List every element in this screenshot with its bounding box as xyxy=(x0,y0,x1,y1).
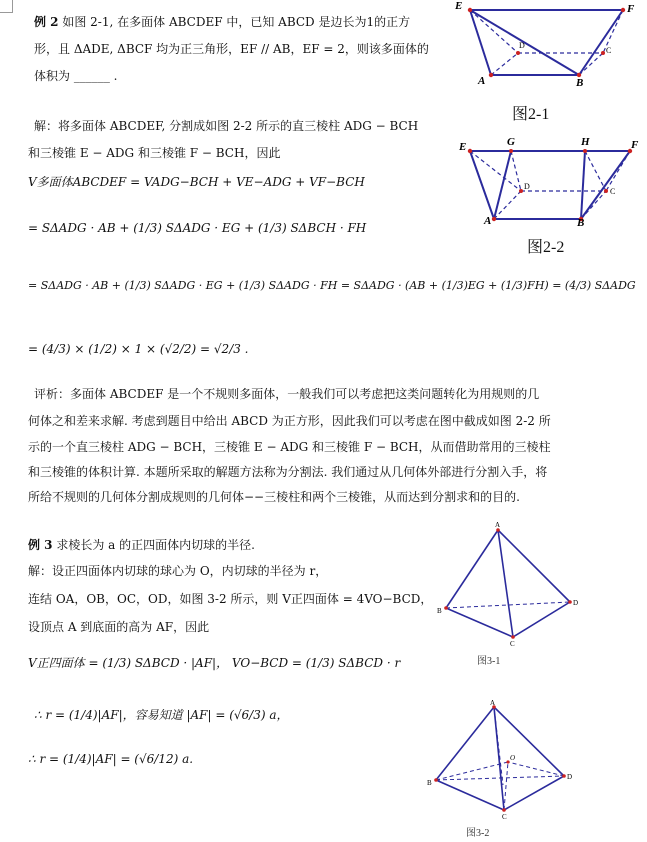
fig31-label-D: D xyxy=(573,599,579,607)
page-corner-mark xyxy=(0,0,13,13)
comment-line5: 所给不规则的几何体分割成规则的几何体−−三棱柱和两个三棱锥，从而达到分割求和的目的. xyxy=(28,490,520,504)
comment-line2: 何体之和差来求解. 考虑到题目中给出 ABCD 为正方形，因此我们可以考虑在图中截成如图 2-2 所 xyxy=(28,414,551,428)
example-3-line5: V正四面体 = (1/3) SΔBCD · |AF|， VO−BCD = (1/3) SΔBCD · r xyxy=(28,656,401,670)
fig22-label-H: H xyxy=(581,136,590,148)
example-3-line4: 设顶点 A 到底面的高为 AF，因此 xyxy=(28,620,210,634)
fig21-label-E: E xyxy=(455,0,463,12)
example-3-line3: 连结 OA，OB，OC，OD，如图 3-2 所示，则 V正四面体 = 4VO−BCD， xyxy=(28,592,433,606)
fig32-label-O: O xyxy=(510,754,516,762)
fig21-label-D: D xyxy=(519,41,525,50)
fig22-label-F: F xyxy=(631,139,639,151)
figure-2-2-caption: 图2-2 xyxy=(527,239,565,256)
comment-line4: 和三棱锥的体积计算. 本题所采取的解题方法称为分割法. 我们通过从几何体外部进行分割入手，将 xyxy=(28,465,548,479)
fig22-label-A: A xyxy=(484,215,492,227)
example-2-line2: 形，且 ΔADE, ΔBCF 均为正三角形，EF // AB，EF = 2，则该多面体的 xyxy=(34,42,429,56)
fig21-label-C: C xyxy=(606,46,612,55)
example-3-line7: ∴ r = (1/4)|AF| = (√6/12) a. xyxy=(28,752,194,766)
example-2-line3: 体积为 ______ . xyxy=(34,69,118,83)
solution-2-line2: 和三棱锥 E − ADG 和三棱锥 F − BCH，因此 xyxy=(28,146,281,160)
fig31-label-C: C xyxy=(510,640,515,648)
figure-3-1-caption: 图3-1 xyxy=(477,656,501,667)
comment-line3: 示的一个直三棱柱 ADG − BCH，三棱锥 E − ADG 和三棱锥 F − BCH，从而借助常用的三棱柱 xyxy=(28,440,551,454)
fig22-label-G: G xyxy=(507,136,515,148)
fig22-label-D: D xyxy=(524,182,530,191)
example-3-line1: 例 3 求棱长为 a 的正四面体内切球的半径. xyxy=(28,538,255,552)
example-3-line6: ∴ r = (1/4)|AF|，容易知道 |AF| = (√6/3) a， xyxy=(34,708,289,722)
example-3-line2: 解：设正四面体内切球的球心为 O，内切球的半径为 r， xyxy=(28,564,328,578)
example-2-line1: 例 2 如图 2-1, 在多面体 ABCDEF 中，已知 ABCD 是边长为1的正方 xyxy=(34,15,411,29)
solution-2-eq2: = SΔADG · AB + (1/3) SΔADG · EG + (1/3) SΔBCH · FH xyxy=(28,221,367,235)
solution-2-eq3: = SΔADG · AB + (1/3) SΔADG · EG + (1/3) SΔADG · FH = SΔADG · (AB + (1/3)EG + (1/3)FH) = (4/3) SΔADG xyxy=(28,279,636,292)
fig22-label-E: E xyxy=(459,141,467,153)
fig21-label-B: B xyxy=(576,77,584,89)
figure-2-2 xyxy=(454,136,639,229)
example-2-title: 例 2 xyxy=(34,15,59,29)
solution-2-eq4: = (4/3) × (1/2) × 1 × (√2/2) = √2/3 . xyxy=(28,342,249,356)
fig31-label-B: B xyxy=(437,607,442,615)
solution-2-eq1: V多面体ABCDEF = VADG−BCH + VE−ADG + VF−BCH xyxy=(28,175,365,189)
figure-3-2-caption: 图3-2 xyxy=(466,828,490,839)
fig21-label-F: F xyxy=(627,3,635,15)
figure-3-1 xyxy=(434,522,594,652)
fig21-label-A: A xyxy=(478,75,486,87)
fig32-label-C: C xyxy=(502,813,507,821)
solution-2-line1: 解：将多面体 ABCDEF, 分割成如图 2-2 所示的直三棱柱 ADG − BCH xyxy=(34,119,419,133)
figure-2-1-caption: 图2-1 xyxy=(512,106,550,123)
figure-3-2 xyxy=(424,700,594,820)
fig31-label-A: A xyxy=(495,521,501,529)
fig22-label-C: C xyxy=(610,187,616,196)
fig22-label-B: B xyxy=(577,217,585,229)
fig32-label-B: B xyxy=(427,779,432,787)
comment-line1: 评析：多面体 ABCDEF 是一个不规则多面体，一般我们可以考虑把这类问题转化为用规则的几 xyxy=(34,387,540,401)
example-3-title: 例 3 xyxy=(28,538,53,552)
fig32-label-A: A xyxy=(490,699,496,707)
figure-2-1 xyxy=(450,0,635,100)
fig32-label-D: D xyxy=(567,773,573,781)
